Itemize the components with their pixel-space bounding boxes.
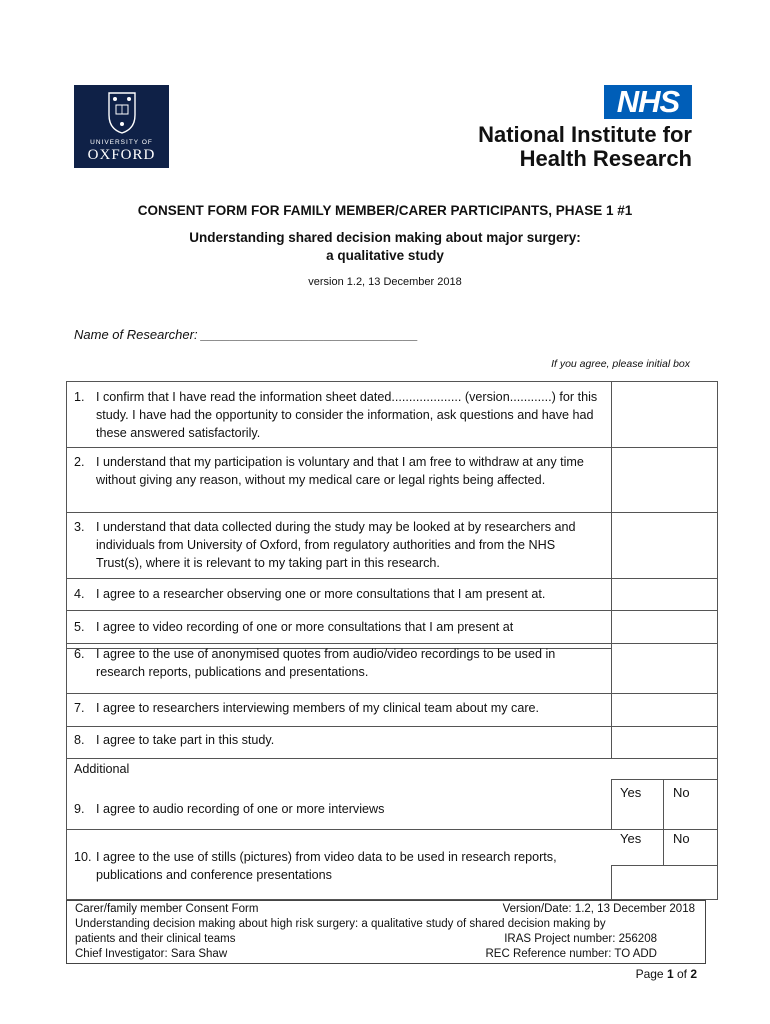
item-9-no-box[interactable] [664,803,717,829]
consent-item-8: 8. I agree to take part in this study. [74,733,275,747]
item-9-yes-label: Yes [620,785,642,800]
additional-label: Additional [74,762,130,776]
footer-rec: REC Reference number: TO ADD [485,948,657,960]
study-title-line1: Understanding shared decision making about major surgery: [189,230,581,245]
initial-box-5[interactable] [612,611,717,643]
consent-item-1: 1. I confirm that I have read the information sheet dated.................... (version............) for this study. I have had the opportunity to consider the information, ask questions and have had these answered satisfactorily. [74,390,598,440]
page-number: Page 1 of 2 [635,967,697,981]
form-title: CONSENT FORM FOR FAMILY MEMBER/CARER PARTICIPANTS, PHASE 1 #1 [137,203,633,218]
consent-item-7: 7. I agree to researchers interviewing members of my clinical team about my care. [74,701,540,715]
initial-box-1[interactable] [612,382,717,447]
consent-table [66,381,718,900]
item-9-yes-box[interactable] [612,803,663,829]
researcher-name-field[interactable]: Name of Researcher: ______________________________ [74,327,419,342]
footer-box [66,900,706,964]
nhs-logo: NHS [604,85,692,119]
consent-item-5: 5. I agree to video recording of one or more consultations that I am present at [74,620,514,634]
study-title-line2: a qualitative study [326,248,444,263]
consent-item-10: 10. I agree to the use of stills (pictures) from video data to be used in research reports, publications and conference presentations [74,850,557,882]
consent-item-2: 2. I understand that my participation is voluntary and that I am free to withdraw at any time without giving any reason, without my medical care or legal rights being affected. [74,455,584,487]
item-9-no-label: No [673,785,690,800]
oxford-crest-icon [107,91,137,135]
initial-box-6[interactable] [612,644,717,693]
oxford-logo-line1: UNIVERSITY OF [90,139,153,146]
initial-box-2[interactable] [612,448,717,512]
initial-box-8[interactable] [612,727,717,758]
nihr-name-line2: Health Research [519,146,692,171]
version-text: version 1.2, 13 December 2018 [308,276,462,288]
nihr-name-line1: National Institute for [478,122,692,147]
footer-study-line-a: Understanding decision making about high risk surgery: a qualitative study of shared decision making by [75,918,606,930]
consent-item-3: 3. I understand that data collected during the study may be looked at by researchers and individuals from University of Oxford, from regulatory authorities and from the NHS Trust(s), where it is relevant to my taking part in this research. [74,520,576,570]
initial-box-7[interactable] [612,694,717,726]
item-10-no-label: No [673,831,690,846]
oxford-logo-line2: OXFORD [87,147,156,163]
footer-form-name: Carer/family member Consent Form [75,903,259,915]
consent-item-4: 4. I agree to a researcher observing one or more consultations that I am present at. [74,587,546,601]
item-10-initial-box[interactable] [612,866,717,899]
initial-box-4[interactable] [612,579,717,610]
item-10-yes-label: Yes [620,831,642,846]
university-of-oxford-logo [74,85,169,168]
footer-iras: IRAS Project number: 256208 [504,933,657,945]
footer-study-line-b: patients and their clinical teams [75,933,236,945]
footer-chief-investigator: Chief Investigator: Sara Shaw [75,948,228,960]
consent-item-9: 9. I agree to audio recording of one or more interviews [74,802,385,816]
initial-box-3[interactable] [612,513,717,578]
footer-version-date: Version/Date: 1.2, 13 December 2018 [502,903,695,915]
consent-item-6: 6. I agree to the use of anonymised quotes from audio/video recordings to be used in research reports, publications and presentations. [74,647,556,679]
initial-box-hint: If you agree, please initial box [551,358,690,370]
